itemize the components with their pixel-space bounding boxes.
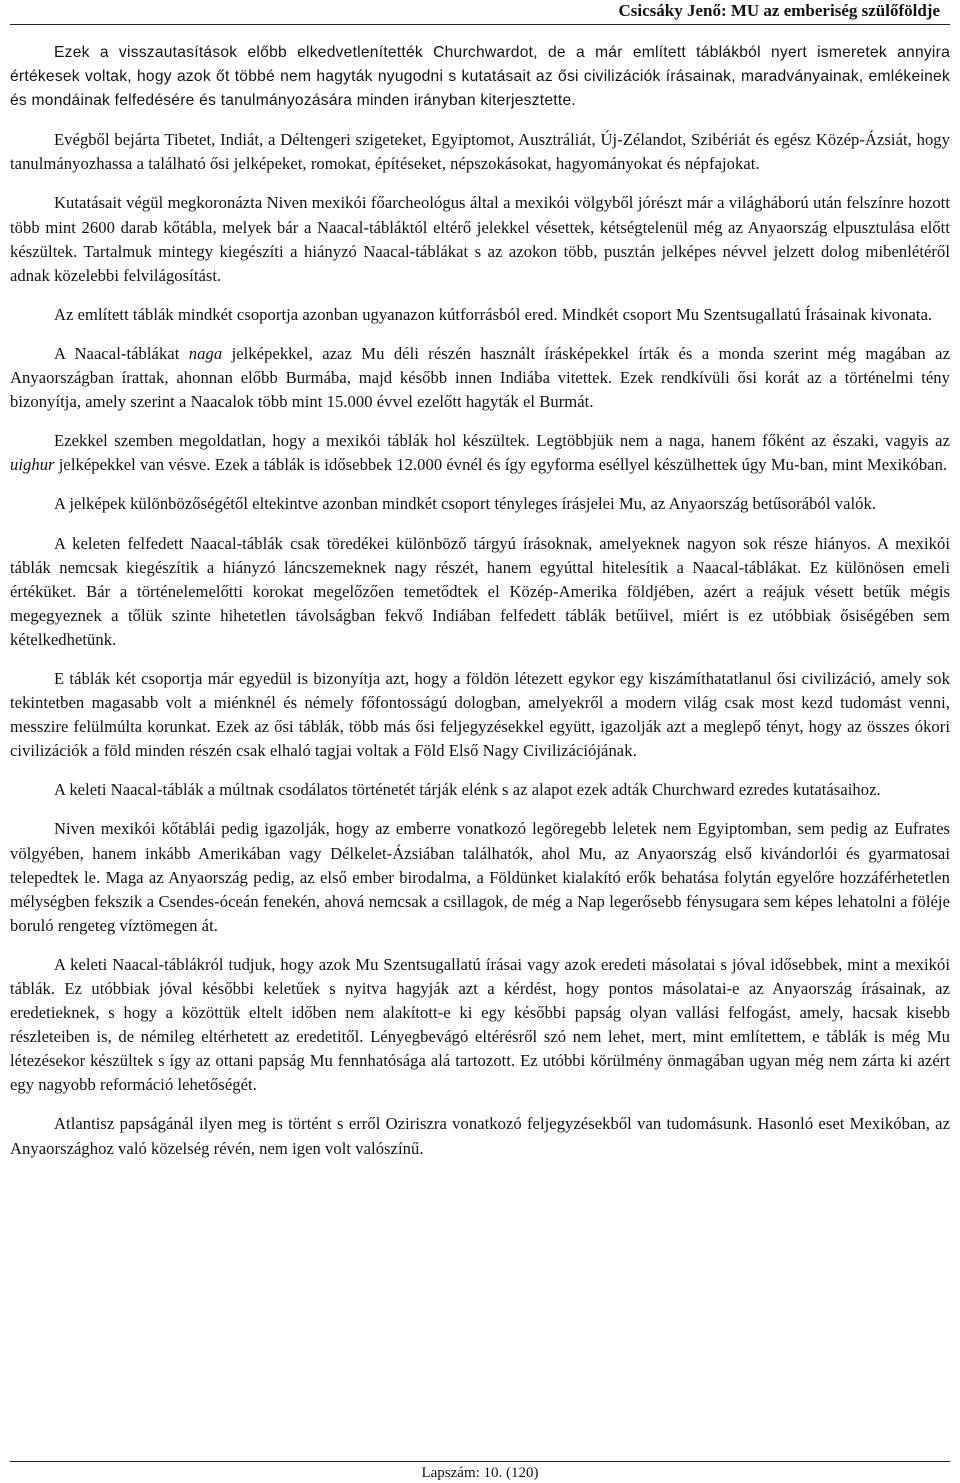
paragraph-text: A Naacal-táblákat bbox=[54, 343, 189, 363]
paragraph-11 bbox=[10, 817, 950, 937]
document-body bbox=[10, 41, 950, 1176]
paragraph-4 bbox=[10, 303, 950, 327]
paragraph-text: Niven mexikói kőtáblái pedig igazolják, hogy az emberre vonatkozó legöregebb leletek nem Egyiptomban, sem pedig az Eufrates völgyében, hanem inkább Amerikában vagy Délkelet-Ázsiában találhatók, ahol Mu, az Anyaország első kivándorlói és gyarmatosai telepedtek le. Maga az Anyaország pedig, az első ember birodalma, a Földünket kialakító erők behatása folytán egyelőre hozzáférhetetlen mélységben fekszik a Csendes-óceán fenekén, ahová nemcsak a csillagok, de még a Nap legerősebb fénysugara sem képes lehatolni a föléje boruló rengeteg víztömegen át. bbox=[10, 819, 950, 935]
paragraph-text: Evégből bejárta Tibetet, Indiát, a Déltengeri szigeteket, Egyiptomot, Ausztráliát, Új-Zélandot, Szibériát és egész Közép-Ázsiát, hogy tanulmányozhassa a található ősi jelképeket, romokat, építéseket, népszokásokat, hagyományokat és népfajokat. bbox=[10, 130, 950, 174]
paragraph-12 bbox=[10, 953, 950, 1098]
paragraph-10 bbox=[10, 778, 950, 802]
header-divider bbox=[10, 24, 950, 25]
paragraph-text: A keleten felfedett Naacal-táblák csak töredékei különböző tárgyú írásoknak, amelyeknek nagyon sok része hiányos. A mexikói táblák nemcsak kiegészítik a hiányzó láncszemeknek nagy részét, hanem egyúttal hitelesítik a Naacal-táblákat. Ez különösen emeli értéküket. Bár a történelemelőtti korokat megelőzően temetődtek el Közép-Amerika földjében, azért a reájuk vésett betűk mégis megegyeznek a tőlük szinte hihetetlen távolságban fekvő Indiában felfedett táblák betűivel, miért is ez utóbbiak ősiségében sem kételkedhetünk. bbox=[10, 533, 950, 649]
paragraph-6 bbox=[10, 429, 950, 477]
paragraph-8 bbox=[10, 532, 950, 652]
paragraph-7 bbox=[10, 492, 950, 516]
paragraph-9 bbox=[10, 667, 950, 763]
paragraph-text: E táblák két csoportja már egyedül is bizonyítja azt, hogy a földön létezett egykor egy kiszámíthatatlanul ősi civilizáció, amely sok tekintetben magasabb volt a miénknél és némely főfontosságú dologban, amelyekről a modern világ csak most kezd tudomást venni, messzire felülmúlta korunkat. Ezek az ősi táblák, több más ősi feljegyzésekkel együtt, igazolják azt a meglepő tényt, hogy az összes ókori civilizációk a föld minden részén csak elhaló tagjai voltak a Föld Első Nagy Civilizációjának. bbox=[10, 668, 950, 761]
paragraph-text: A jelképek különbözőségétől eltekintve azonban mindkét csoport tényleges írásjelei Mu, az Anyaország betűsorából valók. bbox=[54, 494, 877, 514]
paragraph-text: jelképekkel, azaz Mu déli részén használt írásképekkel írták és a monda szerint még magában az Anyaországban írattak, ahonnan előbb Burmába, majd később innen Indiába vitettek. Ezek rendkívüli ősi korát az a történelmi tény bizonyítja, amely szerint a Naacalok több mint 15.000 évvel ezelőtt hagyták el Burmát. bbox=[10, 343, 950, 412]
italic-term-uighur: uighur bbox=[10, 455, 55, 475]
paragraph-text: A keleti Naacal-táblák a múltnak csodálatos történetét tárják elénk s az alapot ezek adták Churchward ezredes kutatásaihoz. bbox=[54, 780, 881, 800]
paragraph-2 bbox=[10, 128, 950, 176]
paragraph-text: A keleti Naacal-táblákról tudjuk, hogy azok Mu Szentsugallatú írásai vagy azok eredeti másolatai s jóval idősebbek, mint a mexikói táblák. Ez utóbbiak jóval későbbi keletűek s nyitva hagyják azt a kérdést, hogy pontos másolatai-e az Anyaország írásainak, az eredetieknek, s hogy a közöttük eltelt időben nem alakított-e ki egy későbbi papság olyan vallási felfogást, amely, hacsak kisebb részleteiben is, de némileg eltérhetett az eredetitől. Lényegbevágó eltérésről szó nem lehet, mert, mint említettem, e táblák is még Mu létezésekor készültek s így az ottani papság Mu fennhatósága alá tartozott. Ez utóbbi körülmény önmagában ugyan még nem zárta ki azért egy nagyobb reformáció lehetőségét. bbox=[10, 954, 950, 1095]
paragraph-13 bbox=[10, 1112, 950, 1160]
paragraph-text: Ezek a visszautasítások előbb elkedvetlenítették Churchwardot, de a már említett táblákból nyert ismeretek annyira értékesek voltak, hogy azok őt többé nem hagyták nyugodni s kutatásait az ősi civilizációk írásainak, maradványainak, emlékeinek és mondáinak felfedésére és tanulmányozására minden irányban kiterjesztette. bbox=[10, 44, 950, 110]
paragraph-text: jelképekkel van vésve. Ezek a táblák is idősebbek 12.000 évnél és így egyforma eséllyel készülhettek úgy Mu-ban, mint Mexikóban. bbox=[54, 455, 948, 475]
italic-term-naga: naga bbox=[188, 343, 223, 363]
paragraph-1 bbox=[10, 41, 950, 113]
paragraph-text: Ezekkel szemben megoldatlan, hogy a mexikói táblák hol készültek. Legtöbbjük nem a naga, hanem főként az északi, vagyis az bbox=[54, 431, 950, 451]
paragraph-text: Kutatásait végül megkoronázta Niven mexikói főarcheológus által a mexikói völgyből jórészt már a világháború után felszínre hozott több mint 2600 darab kőtábla, melyek bár a Naacal-tábláktól eltérő jelekkel vésettek, kétségtelenül még az Anyaország elpusztulása előtt készültek. Tartalmuk mintegy kiegészíti a hiányzó Naacal-táblákat s az azokon több, pusztán jelképes névvel jelzett dolog mibenlétéről adnak közelebbi felvilágosítást. bbox=[10, 193, 950, 285]
page-number: Lapszám: 10. (120) bbox=[421, 1465, 539, 1481]
paragraph-text: Az említett táblák mindkét csoportja azonban ugyanazon kútforrásból ered. Mindkét csoport Mu Szentsugallatú Írásainak kivonata. bbox=[54, 304, 933, 324]
paragraph-3 bbox=[10, 191, 950, 287]
footer-divider bbox=[10, 1461, 950, 1462]
running-header-title: Csicsáky Jenő: MU az emberiség szülőföldje bbox=[618, 1, 940, 20]
paragraph-text: Atlantisz papságánál ilyen meg is történt s erről Oziriszra vonatkozó feljegyzésekből van tudomásunk. Hasonló eset Mexikóban, az Anyaországhoz való közelség révén, nem igen volt valószínű. bbox=[10, 1114, 950, 1158]
paragraph-5 bbox=[10, 342, 950, 414]
